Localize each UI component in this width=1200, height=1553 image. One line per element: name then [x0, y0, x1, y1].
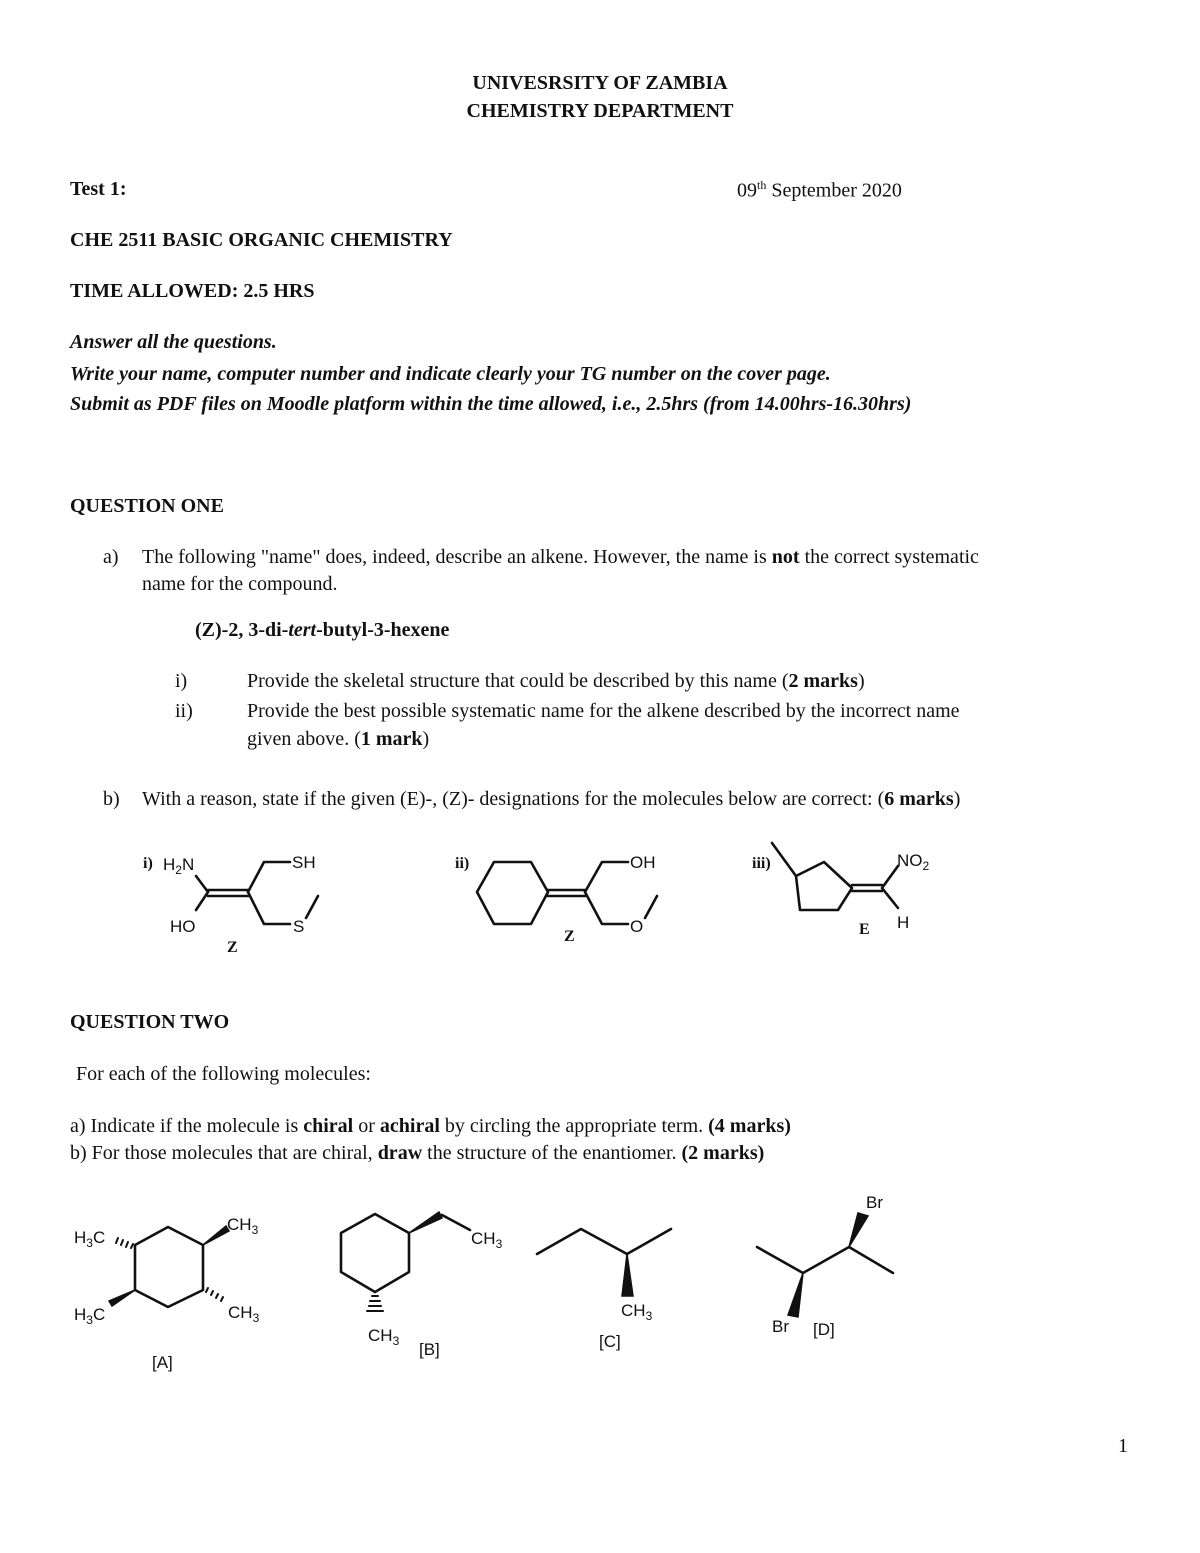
instruction-1: Answer all the questions. [70, 331, 277, 353]
question-one-title: QUESTION ONE [70, 495, 224, 517]
molecule-a-ch3-top: $CH_3$ [227, 1215, 259, 1237]
q1b-close: ) [953, 788, 961, 810]
q1a-ii-marker: ii) [175, 700, 193, 722]
q1a-text-line1 [142, 546, 979, 569]
q1a-ii-line2 [247, 728, 429, 751]
molecule-c-label: [C] [599, 1332, 621, 1351]
molecule-b-ch3-bottom: $CH_3$ [368, 1326, 400, 1348]
molecule-i-label: i) [143, 855, 153, 872]
molecule-iii-no2: $NO_2$ [897, 851, 930, 873]
molecule-b-label: [B] [419, 1340, 440, 1359]
q1b-marks: 6 marks [884, 788, 954, 810]
molecule-d-wedge-bottom [788, 1273, 803, 1317]
molecule-ii-bond-o [585, 892, 628, 924]
q1a-marker: a) [103, 546, 119, 568]
molecule-iii-ring [796, 862, 852, 910]
molecule-ii-designation: Z [564, 928, 575, 945]
molecule-iii-h: H [897, 913, 910, 932]
q1a-not: not [771, 546, 800, 568]
molecule-i-designation: Z [227, 939, 238, 956]
q1a-i-marker: i) [175, 670, 188, 692]
molecule-i-bond-n [196, 876, 208, 892]
compound-name [195, 619, 449, 642]
q1a-i-close: ) [857, 670, 865, 692]
q1a-text: The following "name" does, indeed, describe an alkene. However, the name is [142, 546, 772, 568]
molecule-c-chain [537, 1229, 671, 1254]
q2b-prompt-end: the structure of the enantiomer. [422, 1142, 682, 1164]
molecule-i-bond-methyl [306, 896, 318, 918]
molecule-a-hash-right [206, 1288, 223, 1301]
molecule-b-hash [367, 1296, 383, 1311]
q2a-prompt: a) Indicate if the molecule is [70, 1115, 304, 1137]
q2a-marks: (4 marks) [708, 1115, 791, 1137]
molecule-i-bond-sh [248, 862, 290, 892]
molecule-d [757, 1193, 893, 1339]
compound-name-part2: -butyl-3-hexene [316, 619, 450, 641]
q2a-prompt-end: by circling the appropriate term. [439, 1115, 709, 1137]
compound-name-part1: (Z)-2, 3-di- [195, 619, 289, 641]
molecule-i-bond-o [196, 892, 208, 910]
molecule-iii-designation: E [859, 921, 870, 938]
molecule-a-ring [135, 1227, 203, 1307]
molecule-i-h2n: $H_2N$ [163, 855, 195, 877]
molecule-ii-bond-methyl [645, 896, 657, 918]
molecule-i-s: S [293, 917, 305, 936]
test-label: Test 1: [70, 178, 127, 200]
molecule-ii [455, 853, 657, 945]
q2a-chiral: chiral [303, 1115, 354, 1137]
q1a-i-prompt: Provide the skeletal structure that could be described by this name ( [247, 670, 789, 692]
instruction-3: Submit as PDF files on Moodle platform within the time allowed, i.e., 2.5hrs (from 14.00hrs-16.30hrs) [70, 393, 912, 415]
molecule-d-br-top: Br [866, 1193, 883, 1212]
test-date [737, 178, 902, 203]
q1b-text [142, 788, 960, 811]
molecule-ii-bond-oh [585, 862, 628, 892]
q2b-draw: draw [377, 1142, 423, 1164]
molecule-b-ring [341, 1214, 409, 1292]
molecule-i-ho: HO [170, 917, 196, 936]
date-day: 09 [737, 179, 757, 202]
molecule-a-h3c-top: $H_3C$ [74, 1228, 106, 1250]
molecule-c-ch3: $CH_3$ [621, 1301, 653, 1323]
molecule-a [74, 1215, 260, 1372]
q2b-prompt: b) For those molecules that are chiral, [70, 1142, 378, 1164]
department-title: CHEMISTRY DEPARTMENT [466, 100, 734, 122]
q1a-text-line2: name for the compound. [142, 573, 338, 595]
date-rest: September 2020 [766, 179, 902, 202]
q1a-ii-prompt: given above. ( [247, 728, 361, 750]
molecule-d-chain [757, 1247, 893, 1273]
molecule-d-br-bottom: Br [772, 1317, 789, 1336]
q1a-ii-close: ) [422, 728, 430, 750]
molecule-i-bond-s [248, 892, 290, 924]
molecule-ii-label: ii) [455, 855, 470, 872]
q2-molecule-figures [0, 1185, 1200, 1375]
molecule-iii-double-bond [852, 885, 882, 891]
molecule-d-label: [D] [813, 1320, 835, 1339]
molecule-iii-methyl [772, 843, 796, 876]
q1a-i-marks: 2 marks [788, 670, 858, 692]
molecule-a-wedge-top [203, 1226, 229, 1245]
q2a-text [70, 1115, 791, 1138]
course-title: CHE 2511 BASIC ORGANIC CHEMISTRY [70, 229, 453, 251]
molecule-i-double-bond [208, 890, 248, 896]
university-title: UNIVESRSITY OF ZAMBIA [472, 72, 728, 94]
q2a-or: or [353, 1115, 380, 1137]
molecule-b-ethyl [442, 1215, 470, 1230]
instruction-2: Write your name, computer number and indicate clearly your TG number on the cover page. [70, 363, 831, 385]
molecule-a-h3c-bottom: $H_3C$ [74, 1305, 106, 1327]
page-number: 1 [1118, 1435, 1128, 1457]
molecule-b-ch3-top: $CH_3$ [471, 1229, 503, 1251]
molecule-a-hash-left [116, 1238, 133, 1248]
q1a-ii-marks: 1 mark [360, 728, 423, 750]
q2a-achiral: achiral [379, 1115, 440, 1137]
q1a-ii-line1: Provide the best possible systematic name for the alkene described by the incorrect name [247, 700, 960, 722]
q2b-text [70, 1142, 764, 1165]
molecule-ii-o: O [630, 917, 644, 936]
molecule-i [143, 853, 318, 956]
q1a-text-end: the correct systematic [799, 546, 979, 568]
molecule-ii-oh: OH [630, 853, 656, 872]
q1-molecule-figures [0, 830, 1200, 960]
q2-intro: For each of the following molecules: [76, 1063, 371, 1085]
question-two-title: QUESTION TWO [70, 1011, 230, 1033]
molecule-d-wedge-top [849, 1213, 868, 1247]
molecule-ii-double-bond [548, 890, 585, 896]
molecule-a-ch3-bottom: $CH_3$ [228, 1303, 260, 1325]
molecule-iii-bonds-subst [882, 866, 898, 908]
q2b-marks: (2 marks) [681, 1142, 765, 1164]
molecule-b-wedge [409, 1212, 442, 1233]
q1b-marker: b) [103, 788, 120, 810]
time-allowed: TIME ALLOWED: 2.5 HRS [70, 280, 315, 302]
molecule-a-wedge-left [109, 1290, 135, 1306]
molecule-b [341, 1212, 503, 1359]
molecule-i-sh: SH [292, 853, 316, 872]
q1b-prompt: With a reason, state if the given (E)-, (Z)- designations for the molecules below are correct: ( [142, 788, 885, 810]
molecule-c [537, 1229, 671, 1351]
molecule-c-wedge [622, 1254, 633, 1296]
molecule-a-label: [A] [152, 1353, 173, 1372]
date-suffix: th [757, 178, 767, 192]
q1a-i-text [247, 670, 865, 693]
molecule-iii-label: iii) [752, 855, 771, 872]
compound-name-tert: tert [288, 619, 317, 641]
molecule-ii-ring [477, 862, 548, 924]
molecule-iii [752, 843, 930, 938]
